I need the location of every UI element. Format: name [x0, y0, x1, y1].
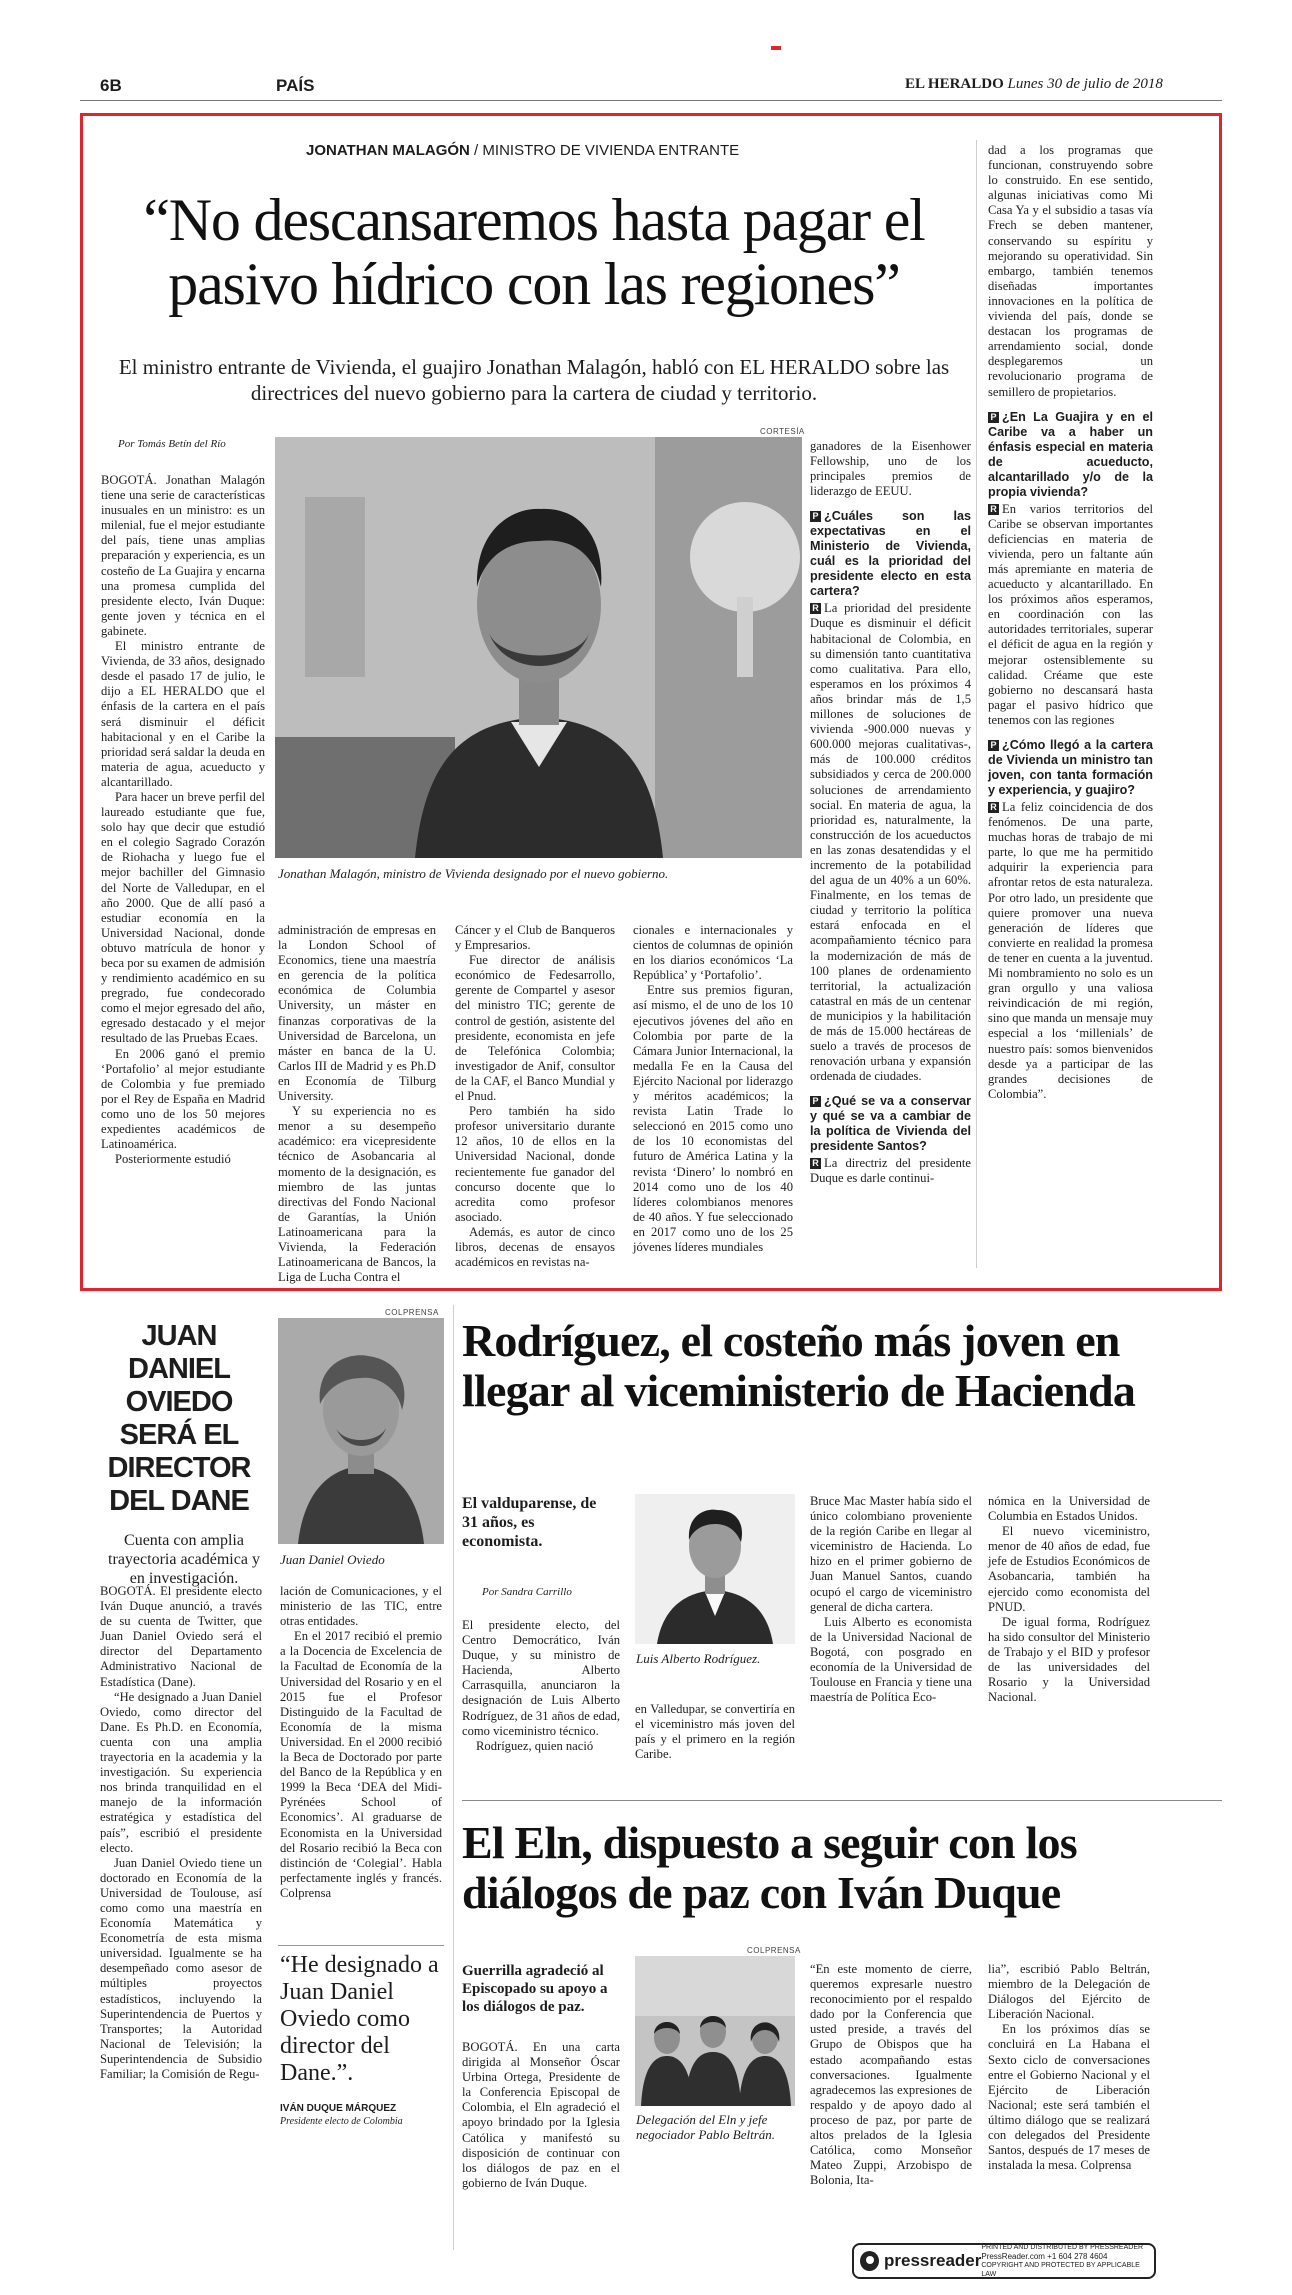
kicker-name: JONATHAN MALAGÓN — [306, 142, 470, 159]
article1-column-6 — [988, 143, 1153, 1102]
paragraph: lación de Comunicaciones, y el ministerio de las TIC, entre otras entidades. — [280, 1584, 442, 1629]
pull-quote-rule — [278, 1945, 444, 1946]
article2-dek: El valduparense, de 31 años, es economista. — [462, 1495, 597, 1550]
article1-column-4 — [633, 923, 793, 1255]
paragraph: Además, es autor de cinco libros, decenas de ensayos académicos en revistas na- — [455, 1224, 615, 1270]
article-author — [118, 438, 226, 450]
answer-marker: R — [810, 1158, 821, 1169]
paragraph: BOGOTÁ. El presidente electo Iván Duque anunció, a través de su cuenta de Twitter, que Juan Daniel Oviedo será el director del Departamento Administrativo Nacional de Estadística (Dane). — [100, 1584, 262, 1689]
eln-delegation-photo — [635, 1956, 795, 2106]
paragraph: Juan Daniel Oviedo tiene un doctorado en Economía de la Universidad de Toulouse, así como como una maestría en Economía Matemática y Econometría de esta misma universidad. Igualmente se ha desempeñado como asesor de múltiples proyectos estadísticos, incluyendo la Superintendencia de Puertos y Transportes; la Autoridad Nacional de Televisión; la Superintendencia de Subsidio Familiar; la Comisión de Regu- — [100, 1855, 262, 2081]
answer-marker: R — [810, 603, 821, 614]
article3-dek: Guerrilla agradeció al Episcopado su apoyo a los diálogos de paz. — [462, 1963, 608, 2015]
paragraph: Y su experiencia no es menor a su desempeño académico: era vicepresidente técnico de Asobancaria al momento de la designación, es miembro de las juntas directivas del Fondo Nacional de Garantías, la Unión Latinoamericana para la Vivienda, la Federación Latinoamericana de Bancos, la Liga de Lucha Contra el — [278, 1104, 436, 1285]
article2-column-4 — [988, 1494, 1150, 1705]
answer-1: R La prioridad del presidente Duque es disminuir el déficit habitacional de Colombia, en su dimensión tanto cuantitativa como cualitativa. Para ello, esperamos en los próximos 4 años brindar más de 1,5 millones de soluciones de vivienda -900.000 nuevas y 600.000 mejoras cualitativas-, más de 100.000 créditos subsidiados y cerca de 200.000 soluciones de arrendamiento social. En materia de agua, la prioridad es, naturalmente, la construcción de los acueductos en las zonas desatendidas y el incremento de la potabilidad del agua de un 40% a un 60%. Finalmente, en los temas de ciudad y territorio la política estará enfocada en el acompañamiento técnico para la modernización de más de 100 planes de ordenamiento territorial, la actualización catastral en más de un centenar de municipios y la habilitación de más de 15.000 hectáreas de suelo a través de procesos de renovación urbana y expansión ordenada de ciudades. — [810, 601, 971, 1084]
article2-column-2 — [635, 1702, 795, 1762]
article-headline: “No descansaremos hasta pagar el pasivo hídrico con las regiones” — [143, 187, 925, 317]
kicker-role: MINISTRO DE VIVIENDA ENTRANTE — [482, 142, 740, 159]
sidebar-headline: JUAN DANIEL OVIEDO SERÁ EL DIRECTOR DEL DANE — [107, 1320, 251, 1517]
paragraph: BOGOTÁ. En una carta dirigida al Monseñor Óscar Urbina Ortega, Presidente de la Conferencia Episcopal de Colombia, el Eln agradeció el apoyo brindado por la Iglesia Católica y manifestó su disposición de continuar con los diálogos de paz en el gobierno de Iván Duque. — [462, 2040, 620, 2190]
article-kicker: JONATHAN MALAGÓN / MINISTRO DE VIVIENDA ENTRANTE — [306, 142, 740, 159]
photo-credit: CORTESÍA — [760, 427, 805, 436]
paragraph: Pero también ha sido profesor universitario durante 12 años, 10 de ellos en la Universidad Nacional, donde recientemente fue ganador del concurso docente que lo acredita como profesor asociado. — [455, 1104, 615, 1224]
question-3: P ¿En La Guajira y en el Caribe va a haber un énfasis especial en materia de acueducto, alcantarillado y/o de la propia vivienda? — [988, 409, 1153, 499]
paragraph: Cáncer y el Club de Banqueros y Empresarios. — [455, 923, 615, 953]
article2-column-1 — [462, 1618, 620, 1754]
sidebar-column-1 — [100, 1584, 262, 2082]
malagon-photo — [275, 437, 802, 858]
paragraph: Para hacer un breve perfil del laureado estudiante que fue, solo hay que decir que estudió en el colegio Sagrado Corazón de Riohacha y luego fue el mejor bachiller del Gimnasio del Norte de Valledupar, en el año 2000. Que de allí pasó a estudiar economía en la Universidad Nacional, donde obtuvo matrícula de honor y beca por su examen de admisión y rendimiento académico en su pregrado, fue condecorado como el mejor egresado del año, egresado destacado y el mejor resultado de las Pruebas Ecaes. — [101, 789, 266, 1046]
oviedo-photo — [278, 1318, 444, 1544]
paragraph: nómica en la Universidad de Columbia en Estados Unidos. — [988, 1494, 1150, 1524]
section-name: PAÍS — [276, 76, 315, 95]
question-1: P ¿Cuáles son las expectativas en el Ministerio de Vivienda, cuál es la prioridad del presidente electo en esta cartera? — [810, 509, 971, 599]
column-rule — [976, 140, 977, 1268]
question-4: P ¿Cómo llegó a la cartera de Vivienda un ministro tan joven, con tanta formación y experiencia, y guajiro? — [988, 738, 1153, 797]
paragraph: Posteriormente estudió — [115, 1152, 231, 1167]
question-marker: P — [810, 1096, 821, 1107]
article-dek: El ministro entrante de Vivienda, el guajiro Jonathan Malagón, habló con EL HERALDO sobre las directrices del nuevo gobierno para la cartera de ciudad y territorio. — [118, 355, 950, 405]
paragraph: en Valledupar, se convertiría en el viceministro más joven del país y el primero en la región Caribe. — [635, 1702, 795, 1762]
sidebar-photo-caption: Juan Daniel Oviedo — [280, 1552, 385, 1567]
paragraph: Bruce Mac Master había sido el único colombiano proveniente de la región Caribe en llegar al viceministro de Hacienda. Lo hizo en el primer gobierno de Juan Manuel Santos, cuando ocupó el cargo de viceministro general de dicha cartera. — [810, 1494, 972, 1614]
article3-column-2 — [810, 1962, 972, 2188]
paragraph: Rodríguez, quien nació — [476, 1738, 594, 1753]
answer-marker: R — [988, 802, 999, 813]
paragraph: En el 2017 recibió el premio a la Docencia de Excelencia de la Facultad de Economía de la Universidad del Rosario y en el 2015 fue el Profesor Distinguido de la Facultad de Economía de la misma Universidad. En el 2000 recibió la Beca de Doctorado por parte del Banco de la República y en 1999 la Beca ‘DEA del Midi-Pyrénées School of Economics’. Al graduarse de Economista en la Universidad del Rosario recibió la Beca con distinción de ‘Colegial’. Habla perfectamente inglés y francés. Colprensa — [280, 1629, 442, 1900]
sidebar-dek: Cuenta con amplia trayectoria académica y en investigación. — [108, 1532, 260, 1587]
top-marker — [771, 46, 781, 50]
group-illustration — [635, 1956, 795, 2106]
paragraph: Entre sus premios figuran, así mismo, el de uno de los 10 ejecutivos jóvenes del año en Colombia por parte de la Cámara Junior Internacional, la medalla Fe en la Causa del Ejército Nacional por liderazgo y méritos académicos; la revista Latin Trade lo seleccionó en 2015 como uno de los 10 economistas del futuro de América Latina y la revista ‘Dinero’ lo nombró en 2014 como uno de los 40 líderes colombianos menores de 40 años. Y fue seleccionado en 2017 como uno de los 25 jóvenes líderes mundiales — [633, 983, 793, 1254]
paragraph: En 2006 ganó el premio ‘Portafolio’ al mejor estudiante de Colombia y fue premiado por el Rey de España en Madrid como uno de los 50 mejores expedientes académicos de Latinoamérica. — [101, 1046, 265, 1152]
portrait-illustration — [278, 1318, 444, 1544]
question-marker: P — [988, 740, 999, 751]
answer-3: R En varios territorios del Caribe se observan importantes deficiencias en materia de vivienda, pero un faltante aún más apremiante en materia de acueducto y alcantarillado. En los próximos años esperamos, en coordinación con las autoridades territoriales, superar el déficit de agua en la región y mejorar ostensiblemente su calidad. Créame que este gobierno no descansará hasta pagar el pasivo hídrico que tenemos con las regiones — [988, 501, 1153, 727]
article1-column-1 — [101, 473, 265, 1167]
section-rule — [462, 1800, 1222, 1801]
article3-photo-credit: COLPRENSA — [747, 1946, 801, 1955]
newspaper-name: EL HERALDO — [905, 76, 1004, 92]
pressreader-line: PRINTED AND DISTRIBUTED BY PRESSREADER — [981, 2244, 1144, 2251]
article1-column-2 — [278, 923, 436, 1285]
question-2: P ¿Qué se va a conservar y qué se va a cambiar de la política de Vivienda del presidente Santos? — [810, 1094, 971, 1154]
paragraph: “He designado a Juan Daniel Oviedo, como director del Dane. Es Ph.D. en Economía, cuenta con una amplia trayectoria en la academia y la investigación. Su experiencia nos brinda tranquilidad en el manejo de la información estratégica y estadística del país”, escribió el presidente electo. — [100, 1689, 262, 1855]
pull-quote-name: IVÁN DUQUE MÁRQUEZ — [280, 2103, 397, 2114]
pressreader-brand: pressreader — [884, 2251, 982, 2270]
portrait-illustration — [275, 437, 802, 858]
pressreader-info — [981, 2243, 1148, 2279]
paragraph: “En este momento de cierre, queremos expresarle nuestro reconocimiento por el respaldo dado por la Conferencia que usted preside, a través del Grupo de Obispos que ha estado acompañando estas conversaciones. Igualmente agradecemos las expresiones de respaldo y de apoyo dado al proceso de paz, por parte de altos prelados de la Iglesia Católica, como Monseñor Mateo Zuppi, Arzobispo de Bolonia, Ita- — [810, 1962, 972, 2188]
masthead — [905, 76, 1163, 93]
portrait-illustration — [635, 1494, 795, 1644]
header-rule — [80, 100, 1222, 101]
article3-column-3 — [988, 1962, 1150, 2173]
paragraph: lia”, escribió Pablo Beltrán, miembro de la Delegación de Diálogos del Ejército de Liberación Nacional. — [988, 1962, 1150, 2022]
paragraph: BOGOTÁ. Jonathan Malagón tiene una serie de características inusuales en un ministro: es un milenial, fue el mejor estudiante del país, tiene unas amplias preparación y experiencia, es un costeño de La Guajira y encarna una promesa cumplida del presidente electo, Iván Duque: gente joven y técnica en el gabinete. — [101, 473, 265, 638]
issue-date: Lunes 30 de julio de 2018 — [1007, 76, 1163, 92]
pressreader-badge[interactable] — [852, 2243, 1156, 2279]
photo-caption: Jonathan Malagón, ministro de Vivienda designado por el nuevo gobierno. — [278, 866, 669, 881]
paragraph: ganadores de la Eisenhower Fellowship, uno de los principales premios de liderazgo de EEUU. — [810, 439, 971, 499]
paragraph: administración de empresas en la London School of Economics, tiene una maestría en gerencia de la política económica de Columbia University, un máster en finanzas corporativas de la Universidad de Barcelona, un máster en banca de la U. Carlos III de Madrid y es Ph.D en Economía de Tilburg University. — [278, 923, 436, 1104]
article3-photo-caption: Delegación del Eln y jefe negociador Pablo Beltrán. — [636, 2112, 776, 2142]
sidebar-photo-credit: COLPRENSA — [385, 1308, 439, 1317]
pull-quote-role: Presidente electo de Colombia — [280, 2116, 403, 2127]
page-number: 6B — [100, 76, 122, 95]
sidebar-column-2 — [280, 1584, 442, 1901]
paragraph: Luis Alberto es economista de la Universidad Nacional de Bogotá, con posgrado en economía de la Universidad de Toulouse en Francia y tiene una maestría de Política Eco- — [810, 1614, 972, 1705]
pressreader-line: PressReader.com +1 604 278 4604 — [981, 2252, 1108, 2261]
paragraph: Fue director de análisis económico de Fedesarrollo, gerente de Compartel y asesor del ministro TIC; gerente de control de gestión, asistente del presidente, economista en jefe de Telefónica Colombia; investigador de Anif, consultor de la CAF, el Banco Mundial y el Pnud. — [455, 953, 615, 1104]
question-marker: P — [988, 412, 999, 423]
article2-author: Por Sandra Carrillo — [482, 1586, 572, 1598]
author-name: Por Tomás Betín del Río — [118, 438, 226, 450]
paragraph: El ministro entrante de Vivienda, de 33 años, designado desde el pasado 17 de julio, le dijo a EL HERALDO que el énfasis de la cartera en el país será disminuir el déficit habitacional y en el Caribe la prioridad será saldar la deuda en materia de agua, acueducto y alcantarillado. — [101, 639, 265, 789]
answer-marker: R — [988, 504, 999, 515]
paragraph: El nuevo viceministro, menor de 40 años de edad, fue jefe de Estudios Económicos de Asobancaria, también ha ejercido como economista del PNUD. — [988, 1524, 1150, 1614]
article1-column-5 — [810, 439, 971, 1187]
article3-headline: El Eln, dispuesto a seguir con los diálogos de paz con Iván Duque — [462, 1817, 1077, 1918]
question-marker: P — [810, 511, 821, 522]
sidebar-rule — [453, 1305, 454, 2250]
article3-column-1 — [462, 2040, 620, 2191]
paragraph: En los próximos días se concluirá en La Habana el Sexto ciclo de conversaciones entre el Gobierno Nacional y el Ejército de Liberación Nacional; este será también el último diálogo que se realizará con delegados del Presidente Santos, después de 17 meses de instalada la mesa. Colprensa — [988, 2022, 1150, 2173]
article2-photo-caption: Luis Alberto Rodríguez. — [636, 1651, 761, 1666]
article2-column-3 — [810, 1494, 972, 1705]
article2-headline: Rodríguez, el costeño más joven en llegar al viceministerio de Hacienda — [462, 1315, 1136, 1416]
paragraph: El presidente electo, del Centro Democrático, Iván Duque, y su ministro de Hacienda, Alberto Carrasquilla, anunciaron la designación de Luis Alberto Rodríguez, de 31 años de edad, como viceministro técnico. — [462, 1618, 620, 1738]
answer-2: R La directriz del presidente Duque es darle continui- — [810, 1156, 971, 1186]
paragraph: dad a los programas que funcionan, construyendo sobre lo construido. En ese sentido, algunas iniciativas como Mi Casa Ya y el subsidio a tasas vía Frech se deben mantener, conservando su espíritu y mejorando su operatividad. Sin embargo, también tenemos diseñadas importantes innovaciones en la política de vivienda del país, donde se destacan los programas de arrendamiento social, donde desplegaremos un revolucionario programa de semillero de propietarios. — [988, 143, 1153, 399]
paragraph: De igual forma, Rodríguez ha sido consultor del Ministerio de Trabajo y el BID y profesor de las universidades del Rosario y la Universidad Nacional. — [988, 1614, 1150, 1705]
article1-column-3 — [455, 923, 615, 1270]
rodriguez-photo — [635, 1494, 795, 1644]
pressreader-line: COPYRIGHT AND PROTECTED BY APPLICABLE LAW — [981, 2262, 1140, 2278]
paragraph: cionales e internacionales y cientos de columnas de opinión en los diarios económicos ‘La República’ y ‘Portafolio’. — [633, 923, 793, 983]
pull-quote: “He designado a Juan Daniel Oviedo como director del Dane.”. — [280, 1952, 439, 2086]
pressreader-logo-icon — [860, 2251, 879, 2271]
answer-4: R La feliz coincidencia de dos fenómenos. De una parte, muchas horas de trabajo de mi parte, lo que me ha permitido adquirir la experiencia para afrontar retos de esta naturaleza. Por otro lado, un presidente que quiere promover una nueva generación de líderes que convierte en realidad la promesa de tener en cuenta a la juventud. Mi nombramiento no solo es un gran orgullo y una valiosa reivindicación de mi región, sino que manda un mensaje muy especial a los ‘millenials’ de nuestro país: somos bienvenidos desde ya a participar de las grandes decisiones de Colombia”. — [988, 800, 1153, 1101]
